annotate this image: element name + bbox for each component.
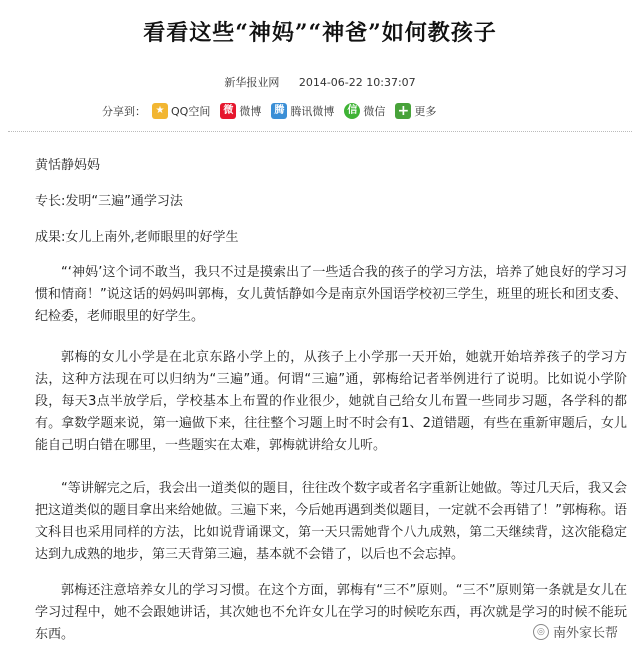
- share-qzone-label: QQ空间: [171, 105, 211, 118]
- profile-achievement: 成果:女儿上南外,老师眼里的好学生: [35, 230, 239, 245]
- watermark: [529, 621, 622, 642]
- share-bar: [102, 100, 446, 122]
- more-icon: +: [395, 103, 411, 119]
- article-source[interactable]: 新华报业网: [224, 76, 280, 89]
- share-qzone-button[interactable]: [152, 103, 210, 119]
- share-weibo-button[interactable]: [220, 103, 261, 119]
- share-more-label: 更多: [414, 105, 437, 118]
- wechat-watermark-icon: ◎: [533, 624, 549, 640]
- wechat-icon: 信: [344, 103, 360, 119]
- watermark-text: 南外家长帮: [552, 626, 618, 641]
- article-paragraph-1: “‘神妈’这个词不敢当，我只不过是摸索出了一些适合我的孩子的学习方法，培养了她良好的学习习惯和情商！”说这话的妈妈叫郭梅，女儿黄恬静如今是南京外国语学校初三学生，班里的班长和团支委、纪检委，老师眼里的好学生。: [35, 265, 627, 324]
- article-paragraph-2: 郭梅的女儿小学是在北京东路小学上的，从孩子上小学那一天开始，她就开始培养孩子的学习方法，这种方法现在可以归纳为“三遍”通。何谓“三遍”通，郭梅给记者举例进行了说明。比如说小学阶段，每天3点半放学后，学校基本上布置的作业很少，她就自己给女儿布置一些同步习题，各学科的都有。拿数学题来说，第一遍做下来，往往整个习题上时不时会有1、2道错题，有些在重新审题后，女儿能自己明白错在哪里，一些题实在太难，郭梅就讲给女儿听。: [35, 350, 627, 453]
- share-tencent-weibo-button[interactable]: [271, 103, 334, 119]
- share-label: 分享到：: [102, 105, 146, 118]
- share-tencent-weibo-label: 腾讯微博: [290, 105, 335, 118]
- article-paragraph-4: 郭梅还注意培养女儿的学习习惯。在这个方面，郭梅有“三不”原则。“三不”原则第一条就是女儿在学习过程中，她不会跟她讲话，其次她也不允许女儿在学习的时候吃东西，再次就是学习的时候不能玩东西。: [35, 583, 627, 642]
- article-meta: [0, 74, 640, 90]
- weibo-icon: 微: [220, 103, 236, 119]
- tencent-weibo-icon: 腾: [271, 103, 287, 119]
- share-wechat-button[interactable]: [344, 103, 385, 119]
- share-weibo-label: 微博: [239, 105, 262, 118]
- qzone-icon: ★: [152, 103, 168, 119]
- divider: [8, 131, 632, 132]
- article-title: 看看这些“神妈”“神爸”如何教孩子: [143, 20, 497, 46]
- profile-specialty: 专长:发明“三遍”通学习法: [35, 194, 183, 209]
- article-datetime: 2014-06-22 10:37:07: [298, 76, 416, 89]
- profile-name: 黄恬静妈妈: [35, 158, 101, 173]
- share-more-button[interactable]: [395, 103, 436, 119]
- article-paragraph-3: “等讲解完之后，我会出一道类似的题目，往往改个数字或者名字重新让她做。等过几天后，我又会把这道类似的题目拿出来给她做。三遍下来，今后她再遇到类似题目，一定就不会再错了！”郭梅称。语文科目也采用同样的方法，比如说背诵课文，第一天只需她背个八九成熟，第二天继续背，这次能稳定达到九成熟的地步，第三天背第三遍，基本就不会错了，以后也不会忘掉。: [35, 481, 627, 562]
- share-wechat-label: 微信: [363, 105, 386, 118]
